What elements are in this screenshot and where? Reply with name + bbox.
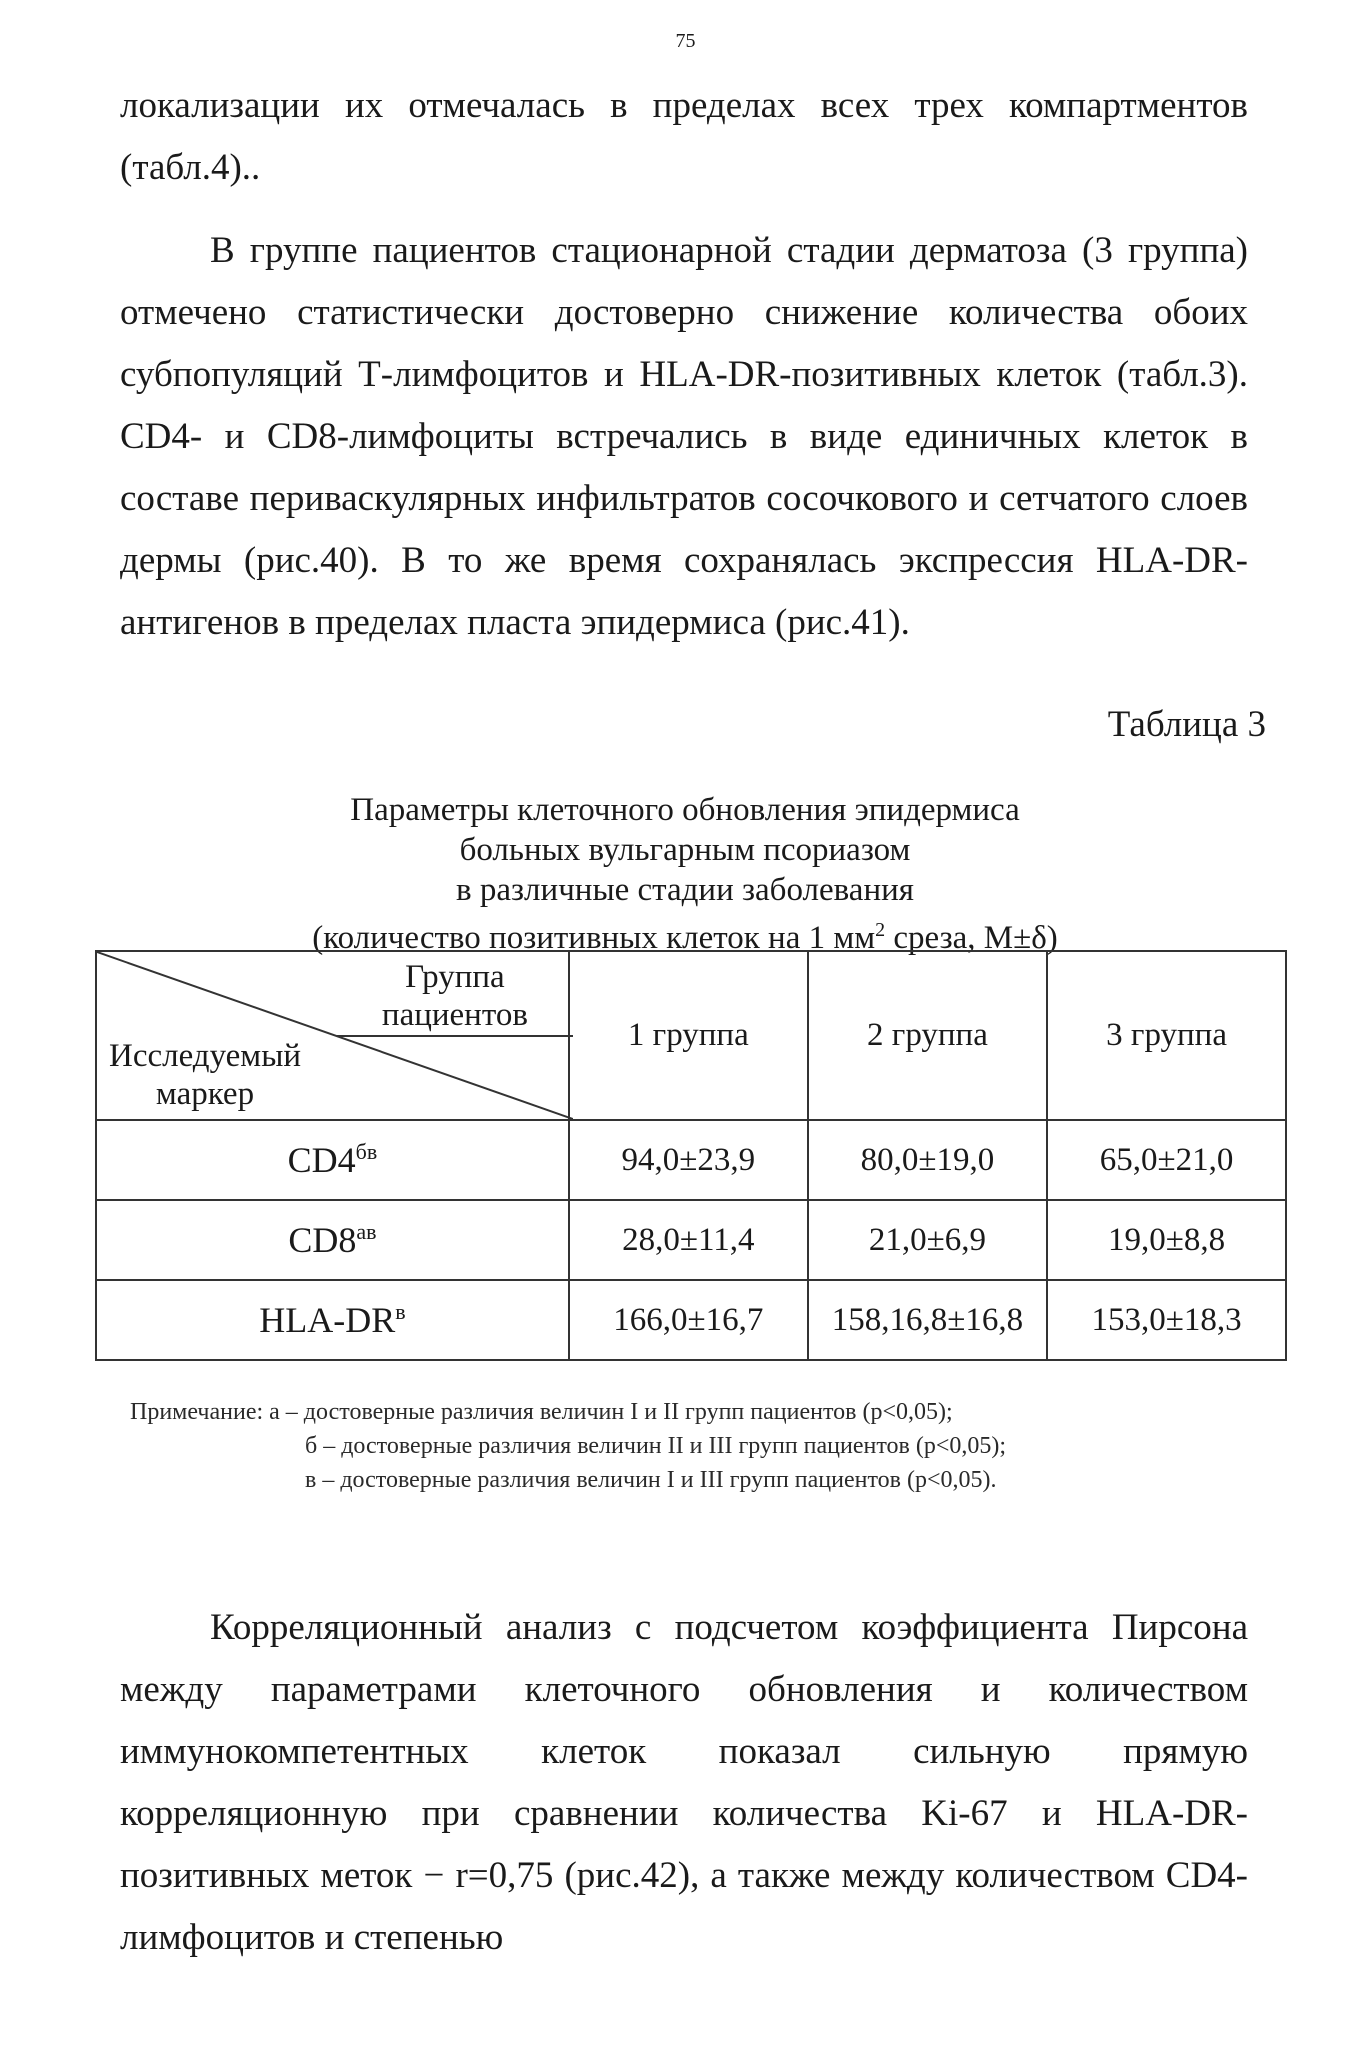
row-label-cd8 [96,1200,569,1280]
table-corner-cell [96,951,569,1120]
note-b: б – достоверные различия величин II и III групп пациентов (p<0,05); [305,1433,1007,1459]
header-marker-label [109,1037,301,1113]
note-line-a [130,1395,1006,1429]
note-line-c [130,1463,1006,1497]
cell-cd4-group-1: 94,0±23,9 [569,1120,808,1200]
paragraph-group3 [120,220,1248,654]
note-label: Примечание: [130,1399,264,1425]
cell-cd8-group-3: 19,0±8,8 [1047,1200,1286,1280]
caption-line-4-post: среза, M±δ) [885,920,1058,956]
caption-line-4-sup: 2 [875,919,886,941]
table-label: Таблица 3 [1107,704,1266,745]
header-group-line-2: пациентов [381,997,528,1033]
paragraph-group3-text: В группе пациентов стационарной стадии дерматоза (3 группа) отмечено статистически достоверно снижение количества обоих субпопуляций Т-лимфоцитов и HLA-DR-позитивных клеток (табл.3). CD4- и CD8-лимфоциты встречались в виде единичных клеток в составе периваскулярных инфильтратов сосочкового и сетчатого слоев дермы (рис.40). В то же время сохранялась экспрессия HLA-DR-антигенов в пределах пласта эпидермиса (рис.41). [120,230,1248,643]
note-a: а – достоверные различия величин I и II групп пациентов (p<0,05); [269,1399,953,1425]
row-label-text: CD4 [287,1140,356,1180]
cell-hla-dr-group-1: 166,0±16,7 [569,1280,808,1360]
table-row-cd8 [96,1200,1286,1280]
row-label-text: CD8 [288,1220,357,1260]
cell-hla-dr-group-3: 153,0±18,3 [1047,1280,1286,1360]
row-label-hla-dr [96,1280,569,1360]
row-label-sup: бв [355,1139,378,1164]
data-table [95,950,1287,1361]
row-label-sup: ав [356,1219,377,1244]
cell-cd8-group-2: 21,0±6,9 [808,1200,1047,1280]
paragraph-correlation-text: Корреляционный анализ с подсчетом коэффициента Пирсона между параметрами клеточного обновления и количеством иммунокомпетентных клеток показал сильную прямую корреляционную при сравнении количества Ki-67 и HLA-DR-позитивных меток − r=0,75 (рис.42), а также между количеством CD4-лимфоцитов и степенью [120,1607,1248,1958]
note-line-b [130,1429,1006,1463]
row-label-sup: в [395,1299,406,1324]
cell-hla-dr-group-2: 158,16,8±16,8 [808,1280,1047,1360]
table-caption [160,790,1210,958]
table-header-row [96,951,1286,1120]
caption-line-2: больных вульгарным псориазом [459,832,911,868]
note-c: в – достоверные различия величин I и III групп пациентов (p<0,05). [305,1467,997,1493]
caption-line-4-pre: (количество позитивных клеток на 1 мм [312,920,876,956]
table-row-hla-dr [96,1280,1286,1360]
column-header-group-3: 3 группа [1047,951,1286,1120]
paragraph-correlation [120,1597,1248,1969]
row-label-text: HLA-DR [259,1300,396,1340]
caption-line-1: Параметры клеточного обновления эпидермиса [350,792,1020,828]
cell-cd8-group-1: 28,0±11,4 [569,1200,808,1280]
header-marker-line-1: Исследуемый [109,1038,302,1074]
column-header-group-2: 2 группа [808,951,1047,1120]
page-number: 75 [675,30,696,52]
table-notes [130,1395,1006,1497]
cell-cd4-group-2: 80,0±19,0 [808,1120,1047,1200]
table-row-cd4 [96,1120,1286,1200]
header-group-line-1: Группа [405,959,505,995]
column-header-group-1: 1 группа [569,951,808,1120]
header-group-label [382,958,528,1034]
cell-cd4-group-3: 65,0±21,0 [1047,1120,1286,1200]
caption-line-3: в различные стадии заболевания [456,872,914,908]
header-marker-line-2: маркер [155,1076,255,1112]
row-label-cd4 [96,1120,569,1200]
paragraph-continuation: локализации их отмечалась в пределах всех трех компартментов (табл.4).. [120,85,1248,188]
